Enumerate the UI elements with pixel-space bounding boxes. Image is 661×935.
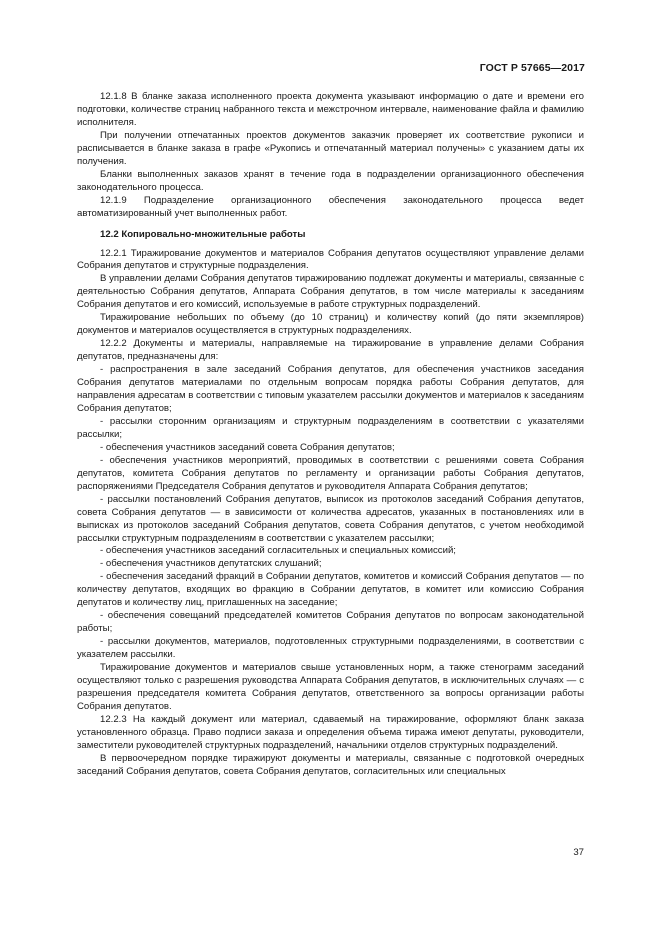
paragraph-12-2-3: 12.2.3 На каждый документ или материал, сдаваемый на тиражирование, оформляют бланк заказа установленного образца. Право подписи заказа и определения объема тиража имеют депутаты, руководители, заместители руководителей структурных подразделений, начальники отделов структурных подразделений. — [77, 713, 584, 751]
paragraph: В управлении делами Собрания депутатов тиражированию подлежат документы и материалы, связанные с деятельностью Собрания депутатов, Аппарата Собрания депутатов, в том числе материалы к заседаниям Собрания депутатов и его комиссий, используемые в работе структурных подразделений. — [77, 273, 584, 311]
list-item: - рассылки документов, материалов, подготовленных структурными подразделениями, в соответствии с указателем рассылки. — [77, 636, 584, 661]
paragraph-12-2-2: 12.2.2 Документы и материалы, направляемые на тиражирование в управление делами Собрания депутатов, предназначены для: — [77, 338, 584, 363]
list-item: - рассылки постановлений Собрания депутатов, выписок из протоколов заседаний Собрания депутатов, совета Собрания депутатов — в зависимости от количества адресатов, указанных в постановлениях или в выписках из протоколов заседаний Собрания депутатов, совета Собрания депутатов, с учетом необходимой рассылки структурным подразделениям в соответствии с указателем рассылки; — [77, 493, 584, 544]
list-item: - обеспечения участников заседаний совета Собрания депутатов; — [100, 441, 395, 453]
list-item: - обеспечения совещаний председателей комитетов Собрания депутатов по вопросам законодательной работы; — [77, 610, 584, 635]
list-item: - рассылки сторонним организациям и структурным подразделениям в соответствии с указателями рассылки; — [77, 415, 584, 440]
list-item: - распространения в зале заседаний Собрания депутатов, для обеспечения участников заседания Собрания депутатов материалами по отдельным вопросам порядка работы Собрания депутатов, для направления адресатам в соответствии с типовым указателем рассылки документов и материалов к заседаниям Собрания депутатов; — [77, 364, 584, 414]
paragraph: В первоочередном порядке тиражируют документы и материалы, связанные с подготовкой очередных заседаний Собрания депутатов, совета Собрания депутатов, согласительных или специальных — [77, 752, 584, 777]
section-heading-12-2: 12.2 Копировально-множительные работы — [100, 228, 306, 240]
paragraph: Бланки выполненных заказов хранят в течение года в подразделении организационного обеспечения законодательного процесса. — [77, 168, 584, 193]
list-item: - обеспечения участников депутатских слушаний; — [100, 558, 322, 570]
list-item: - обеспечения заседаний фракций в Собрании депутатов, комитетов и комиссий Собрания депутатов — по количеству депутатов, входящих во фракцию в Собрании депутатов, в комитет или комиссию Собрания депутатов и количеству лиц, приглашенных на заседание; — [77, 571, 584, 609]
paragraph-12-1-8: 12.1.8 В бланке заказа исполненного проекта документа указывают информацию о дате и времени его подготовки, количестве страниц набранного текста и межстрочном интервале, наименование файла и фамилию исполнителя. — [77, 91, 584, 128]
page-number: 37 — [573, 847, 584, 858]
paragraph: При получении отпечатанных проектов документов заказчик проверяет их соответствие рукописи и расписывается в бланке заказа в графе «Рукопись и отпечатанный материал получены» с указанием даты их получения. — [77, 129, 584, 167]
paragraph: Тиражирование документов и материалов свыше установленных норм, а также стенограмм заседаний осуществляют только с разрешения руководства Аппарата Собрания депутатов, в исключительных случаях — с разрешения председателя комитета Собрания депутатов, ответственного за вопросы организации работы Собрания депутатов. — [77, 662, 584, 712]
paragraph-12-1-9: 12.1.9 Подразделение организационного обеспечения законодательного процесса ведет автоматизированный учет выполненных работ. — [77, 194, 584, 219]
list-item: - обеспечения участников заседаний согласительных и специальных комиссий; — [100, 545, 456, 557]
list-item: - обеспечения участников мероприятий, проводимых в соответствии с решениями совета Собрания депутатов, комитета Собрания депутатов по регламенту и организации работы Собрания депутатов, распоряжениями Председателя Собрания депутатов и руководителя Аппарата Собрания депутатов; — [77, 454, 584, 492]
page-body — [77, 91, 584, 779]
paragraph: Тиражирование небольших по объему (до 10 страниц) и количеству копий (до пяти экземпляров) документов и материалов осуществляется в структурных подразделениях. — [77, 312, 584, 337]
paragraph-12-2-1: 12.2.1 Тиражирование документов и материалов Собрания депутатов осуществляют управление делами Собрания депутатов и структурные подразделения. — [77, 247, 584, 272]
standard-code: ГОСТ Р 57665—2017 — [479, 62, 585, 74]
